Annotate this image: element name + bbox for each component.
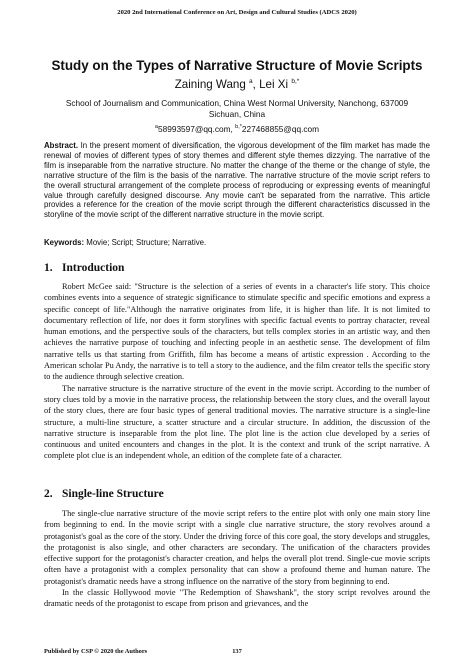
publisher-note: Published by CSP © 2020 the Authors [44,648,148,655]
abstract-label: Abstract. [44,141,78,150]
conference-header: 2020 2nd International Conference on Art, Design and Cultural Studies (ADCS 2020) [117,9,357,16]
keywords-label: Keywords: [44,238,85,247]
section-2-paragraph-1: The single-clue narrative structure of the movie script refers to the entire plot with only one main story line from beginning to end. In the movie script with a single clue narrative structure, the story revolves around a protagonist's goal as the core of the story. Under the driving force of this core goal, the story develops and struggles, the protagonist is also single, and other characters are secondary. The unification of the characters provides effective support for the protagonist's character creation, and helps the overall plot trend. Single-cue movie scripts often have a protagonist with a complex personality that can show a profound theme and human nature. The protagonist's dramatic needs have a strong influence on the narrative of the story from beginning to end. [44,509,430,586]
keywords [44,238,430,247]
page-number: 137 [232,648,242,655]
author-1-name: Zaining Wang [174,78,246,91]
section-2-number: 2. [44,488,53,500]
section-1-body [44,281,430,462]
section-1-title: Introduction [62,262,125,274]
email-1: 58993597@qq.com, [157,124,233,134]
section-1-number: 1. [44,262,53,274]
section-2-paragraph-2: In the classic Hollywood movie "The Redemption of Shawshank", the story script revolves around the dramatic needs of the protagonist to escape from prison and grievances, and the [44,588,430,609]
author-1-marker: a [249,78,253,86]
email-2-marker: b,* [235,124,242,131]
section-1-paragraph-1: Robert McGee said: "Structure is the selection of a series of events in a character's life story. This choice combines events into a sequence of strategic significance to stimulate specific and specific emotions and express a specific concept of life."Although the narrative originates from life, it is higher than life. It is not limited to documentary reflection of life, nor does it form storylines with specific factual events to portray character, reveal human emotions, and the perspective souls of the characters, but tells complex stories in an artistic way, and then achieves the narrative purpose of touching and infecting people in an aesthetic sense. The development of film narrative tells us that starting from Griffith, film has become a means of artistic expression . According to the American scholar Pu Andy, the narrative is to tell a story to the audience, and the film creator tells the specific story to the audience through selective creation. [44,282,430,382]
section-2-title: Single-line Structure [62,488,164,500]
section-2-heading [44,488,164,500]
affiliation: School of Journalism and Communication, China West Normal University, Nanchong, 637009 Sichuan, China [65,98,409,119]
email-2: 227468855@qq.com [241,124,320,134]
abstract-text: In the present moment of diversification, the vigorous development of the film market has made the renewal of movies of different types of story themes and different style themes dizzying. The narrative of the film is inseparable from the narrative structure. No matter the change of the theme or the change of style, the narrative structure of the film is the basis of the narrative. The narrative structure of the movie script refers to the overall structural arrangement of the complete process of reproducing or expressing events of meaningful value through carefully designed discourse. Any movie can't be separated from the narrative. This article provides a reference for the creation of the movie script through the different characteristics discussed in the storyline of the movie script of the different narrative structure in the movie script. [44,141,430,220]
section-1-paragraph-2: The narrative structure is the narrative structure of the event in the movie script. According to the number of story clues told by a movie in the narrative process, the relationship between the story clues, and the overall layout of the story clues, there are four basic types of general traditional movies. The narrative structure is a single-line structure, a multi-line structure, a scatter structure and a circular structure. In addition, the discussion of the narrative structure is inseparable from the plot line. The plot line is the action clue developed by a series of continuous and united encounters and changes in the plot. It is the context and trunk of the script narrative. A complete plot clue is an independent whole, an edition of the complete fate of a character. [44,383,430,461]
section-2-body [44,508,430,610]
keywords-text: Movie; Script; Structure; Narrative. [84,238,207,247]
author-2-marker: b,* [291,78,300,86]
author-2-name: Lei Xi [259,78,289,91]
author-line: Zaining Wang $^a$, Lei Xi $^{b,*}$ [174,78,300,91]
email-1-marker: a [154,124,158,131]
paper-title: Study on the Types of Narrative Structure of Movie Scripts [51,58,423,73]
abstract [44,141,430,220]
email-line [44,124,430,134]
section-1-heading [44,262,124,274]
